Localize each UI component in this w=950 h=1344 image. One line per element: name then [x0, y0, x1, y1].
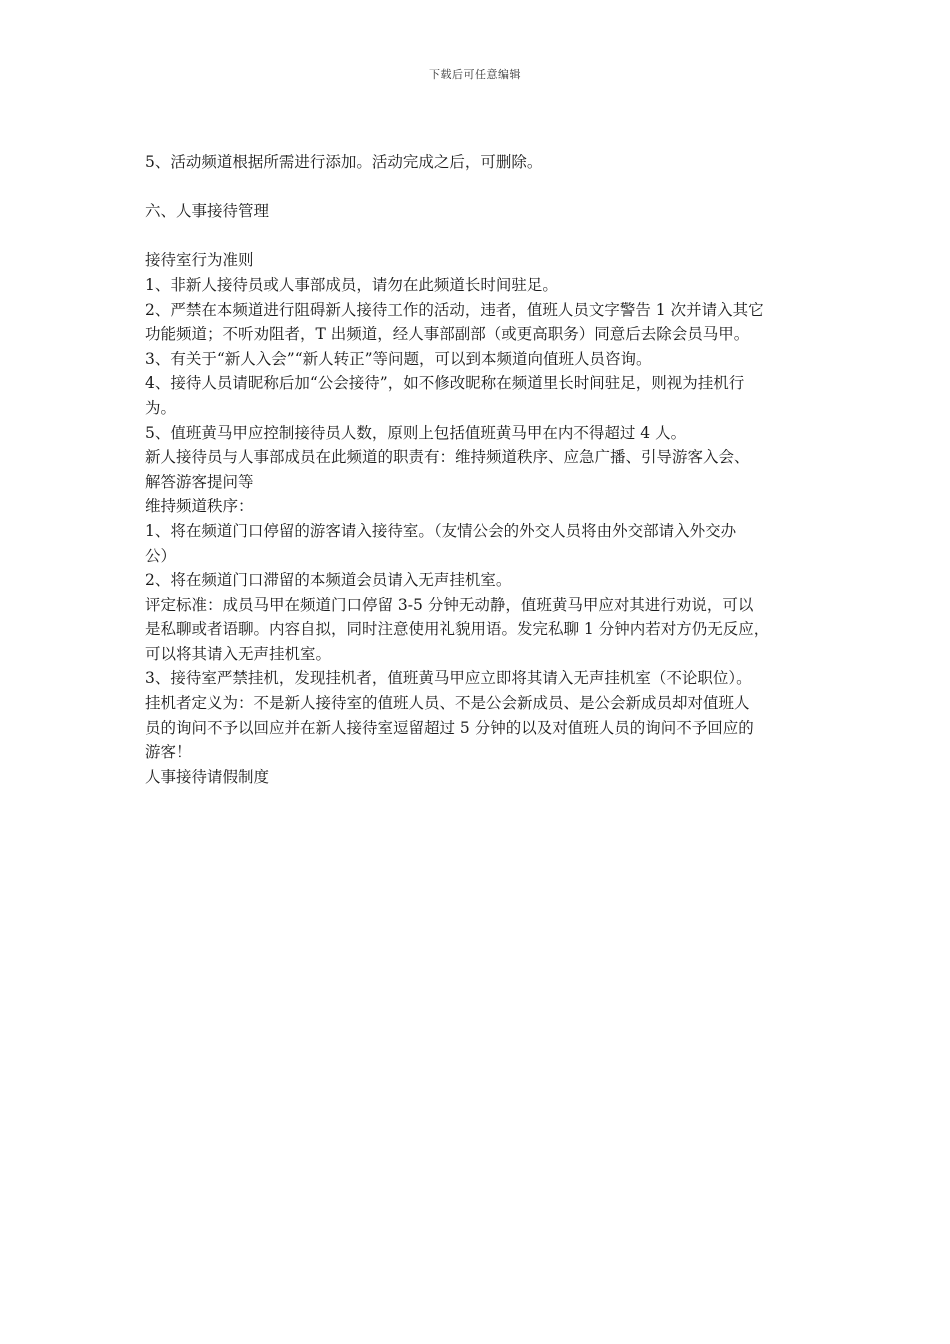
text-line: 公） [145, 546, 177, 565]
text-line: 人事接待请假制度 [145, 767, 270, 786]
text-line: 功能频道；不听劝阻者，T 出频道，经人事部副部（或更高职务）同意后去除会员马甲。 [145, 325, 750, 344]
blank-line [145, 175, 815, 200]
text-line: 3、有关于“新人入会”“新人转正”等问题，可以到本频道向值班人员咨询。 [145, 349, 652, 368]
text-line: 接待室行为准则 [145, 251, 254, 270]
text-line: 挂机者定义为：不是新人接待室的值班人员、不是公会新成员、是公会新成员却对值班人 [145, 694, 750, 713]
text-line: 5、值班黄马甲应控制接待员人数，原则上包括值班黄马甲在内不得超过 4 人。 [145, 423, 687, 442]
text-line: 1、非新人接待员或人事部成员，请勿在此频道长时间驻足。 [145, 275, 558, 294]
text-line: 六、人事接待管理 [145, 202, 270, 221]
text-line: 游客！ [145, 743, 192, 762]
text-line: 1、将在频道门口停留的游客请入接待室。（友情公会的外交人员将由外交部请入外交办 [145, 521, 737, 540]
text-line: 为。 [145, 398, 177, 417]
blank-line [145, 224, 815, 249]
text-line: 维持频道秩序： [145, 497, 254, 516]
text-line: 2、将在频道门口滞留的本频道会员请入无声挂机室。 [145, 571, 512, 590]
document-body [145, 150, 815, 789]
text-line: 5、活动频道根据所需进行添加。活动完成之后，可删除。 [145, 153, 543, 171]
text-line: 评定标准：成员马甲在频道门口停留 3-5 分钟无动静，值班黄马甲应对其进行劝说，可以 [145, 595, 754, 614]
text-line: 员的询问不予以回应并在新人接待室逗留超过 5 分钟的以及对值班人员的询问不予回应的 [145, 718, 754, 737]
text-line: 4、接待人员请昵称后加“公会接待”，如不修改昵称在频道里长时间驻足，则视为挂机行 [145, 374, 745, 393]
text-line: 是私聊或者语聊。内容自拟，同时注意使用礼貌用语。发完私聊 1 分钟内若对方仍无反应， [145, 620, 770, 639]
text-line: 可以将其请入无声挂机室。 [145, 644, 332, 663]
text-line: 2、严禁在本频道进行阻碍新人接待工作的活动，违者，值班人员文字警告 1 次并请入其它 [145, 300, 764, 319]
page-header: 下载后可任意编辑 [429, 68, 521, 81]
text-line: 新人接待员与人事部成员在此频道的职责有：维持频道秩序、应急广播、引导游客入会、 [145, 448, 750, 467]
text-line: 3、接待室严禁挂机，发现挂机者，值班黄马甲应立即将其请入无声挂机室（不论职位）。 [145, 669, 752, 688]
text-line: 解答游客提问等 [145, 472, 254, 491]
